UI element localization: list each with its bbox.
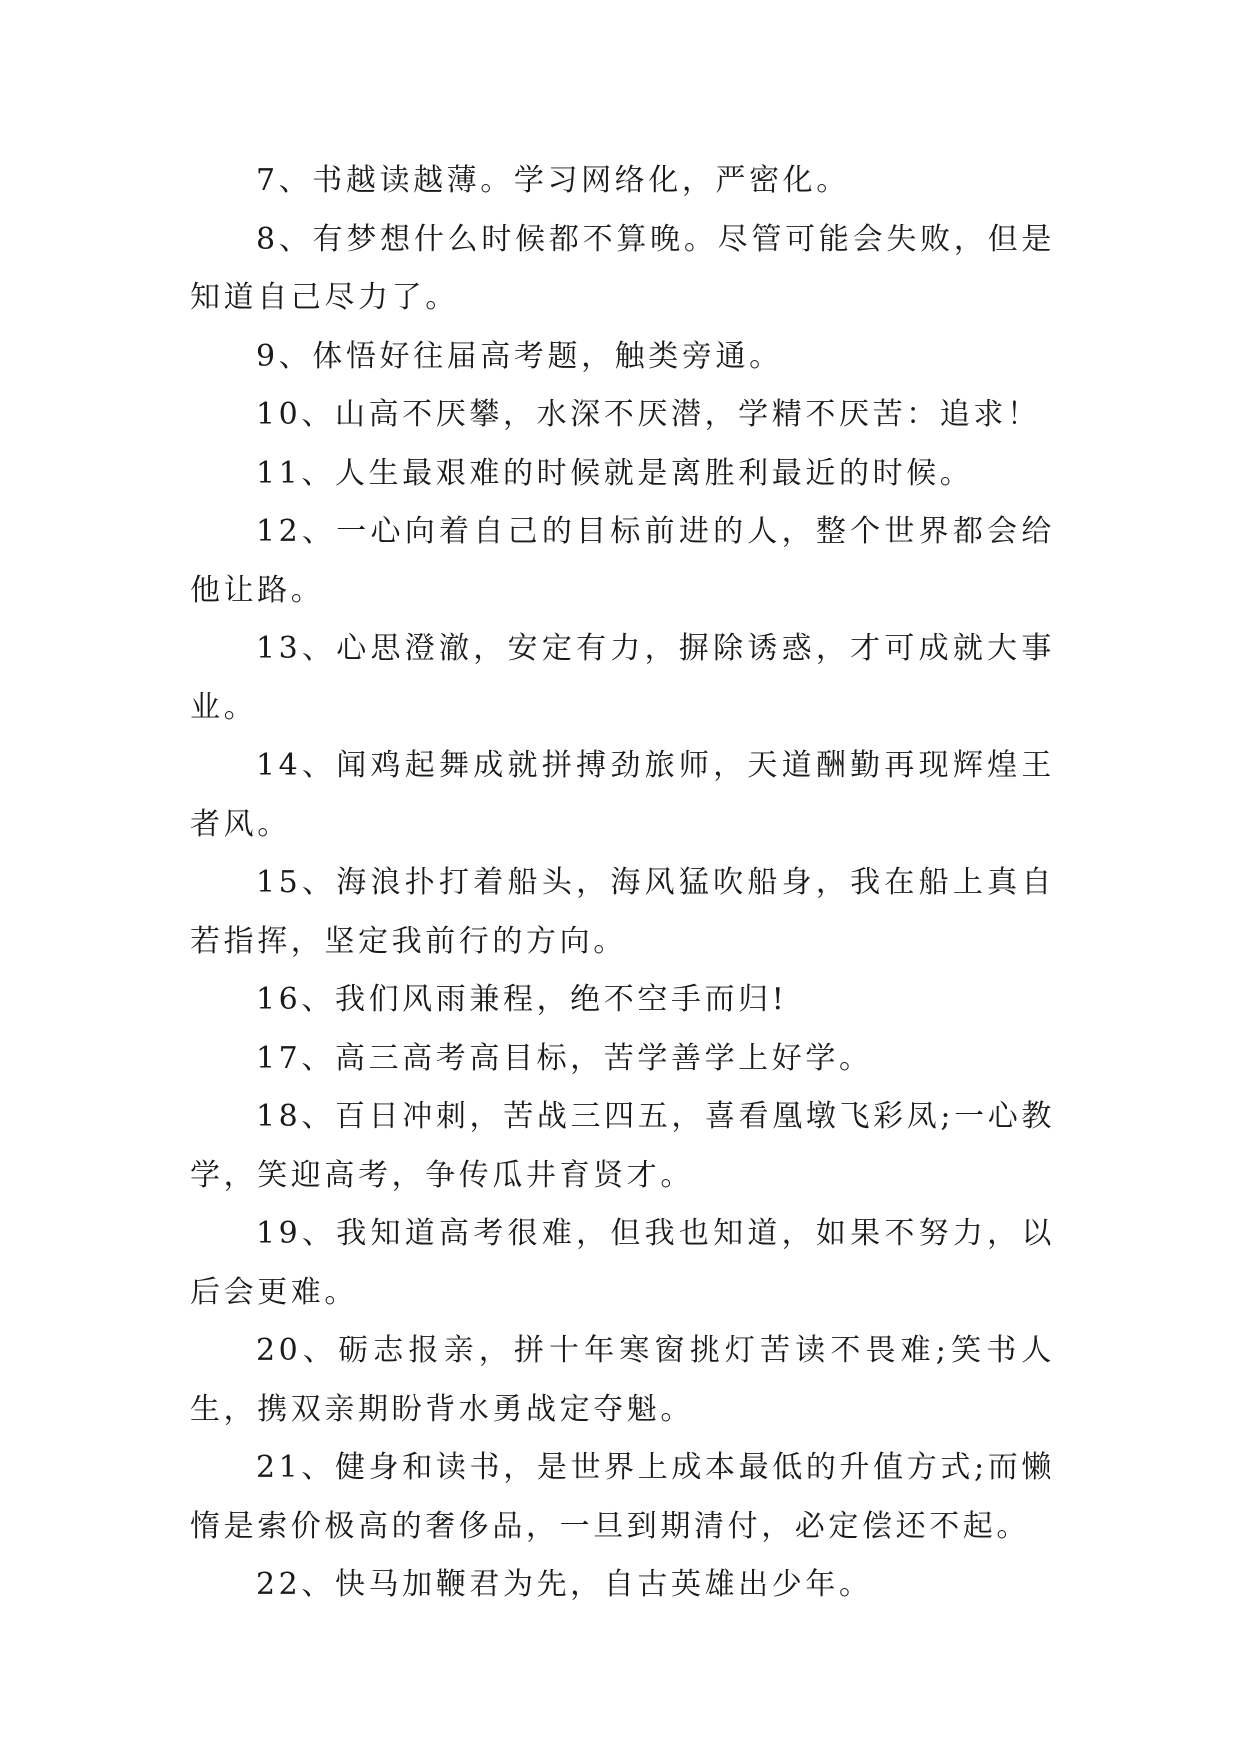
list-item: 7、书越读越薄。学习网络化，严密化。 xyxy=(256,163,850,198)
list-item: 20、砺志报亲，拼十年寒窗挑灯苦读不畏难;笑书人生，携双亲期盼背水勇战定夺魁。 xyxy=(190,1333,1055,1427)
list-item: 22、快马加鞭君为先，自古英雄出少年。 xyxy=(256,1567,873,1602)
list-item: 9、体悟好往届高考题，触类旁通。 xyxy=(256,338,783,374)
document-body xyxy=(190,152,1055,1615)
list-item: 15、海浪扑打着船头，海风猛吹船身，我在船上真自若指挥，坚定我前行的方向。 xyxy=(190,865,1055,959)
list-item: 13、心思澄澈，安定有力，摒除诱惑，才可成就大事业。 xyxy=(190,631,1055,725)
list-item: 12、一心向着自己的目标前进的人，整个世界都会给他让路。 xyxy=(190,514,1055,608)
list-item: 11、人生最艰难的时候就是离胜利最近的时候。 xyxy=(256,455,974,491)
list-item: 10、山高不厌攀，水深不厌潜，学精不厌苦：追求！ xyxy=(256,397,1041,432)
list-item: 17、高三高考高目标，苦学善学上好学。 xyxy=(256,1040,873,1076)
list-item: 14、闻鸡起舞成就拼搏劲旅师，天道酬勤再现辉煌王者风。 xyxy=(190,748,1055,842)
list-item: 21、健身和读书，是世界上成本最低的升值方式;而懒惰是索价极高的奢侈品，一旦到期清付，必定偿还不起。 xyxy=(190,1450,1055,1544)
list-item: 8、有梦想什么时候都不算晚。尽管可能会失败，但是知道自己尽力了。 xyxy=(190,221,1055,315)
list-item: 19、我知道高考很难，但我也知道，如果不努力，以后会更难。 xyxy=(190,1216,1055,1310)
list-item: 16、我们风雨兼程，绝不空手而归! xyxy=(256,982,788,1017)
list-item: 18、百日冲刺，苦战三四五，喜看凰墩飞彩凤;一心教学，笑迎高考，争传瓜井育贤才。 xyxy=(190,1099,1055,1193)
